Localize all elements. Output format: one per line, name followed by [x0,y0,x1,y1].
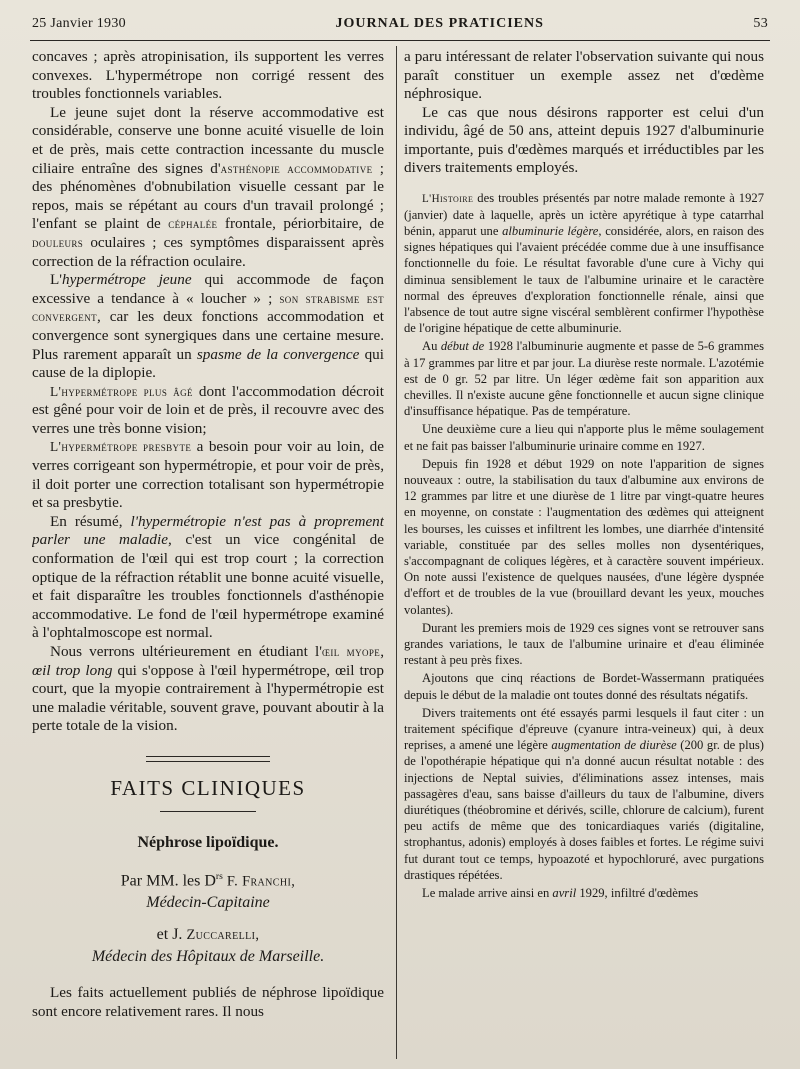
italic-term: spasme de la convergence [196,345,360,363]
text: 1929, infiltré d'œdèmes [576,886,699,901]
text: Le jeune sujet dont la réserve accommodative est considérable, conserve une bonne acuité visuelle de loin et de près, mais cette contraction incessante du muscle ciliaire entraîne des signes d' [32,103,384,177]
paragraph [404,421,764,453]
text: a besoin pour voir au loin, de verres corrigeant son hypermétropie, et pour voir de près, il doit porter une correction totalisant son hypermétropie et sa presbytie. [32,438,384,512]
byline-prefix: Par MM. les D [120,872,216,890]
double-rule [146,756,270,762]
section-title: FAITS CLINIQUES [110,775,306,800]
text: Au [422,339,441,354]
italic-term: début de [440,339,485,354]
left-column [32,48,384,1063]
header-rule [30,40,770,41]
text: , car les deux fonctions accommodation et convergence sont synergiques dans une certaine mesure. Plus rarement apparaît un [32,308,384,363]
paragraph [404,620,764,669]
text: ; des phénomènes d'obnubilation visuelle cessant par le repos, mais se répétant au cours d'un travail prolongé ; l'enfant se plaint de [32,159,384,233]
paragraph [404,670,764,702]
byline-connector: et J. [156,926,187,944]
paragraph [404,190,764,337]
small-caps-term: asthénopie accommodative [220,160,373,176]
paragraph [32,383,384,439]
byline-superscript: rs [215,870,223,882]
text: dont l'accommodation décroit est gêné pour voir de loin et de près, il recouvre avec des verres une très bonne vision; [32,382,384,437]
italic-term: œil trop long [32,661,113,679]
text: a paru intéressant de relater l'observation suivante qui nous paraît constituer un exemple assez net d'œdème néphrosique. [404,48,764,102]
text: Durant les premiers mois de 1929 ces signes vont se retrouver sans grandes variations, le taux de l'albumine urinaire et d'eau éliminée restant à peu près fixes. [404,620,764,668]
paragraph [32,271,384,383]
small-caps-term: son strabisme est convergent [32,290,384,325]
text: Le cas que nous désirons rapporter est celui d'un individu, âgé de 50 ans, atteint depuis 1927 d'albuminurie importante, puis d'œdèmes marqués et irréductibles par les divers traitements employés. [404,103,764,176]
text: Depuis fin 1928 et début 1929 on note l'apparition de signes nouveaux : outre, la stabilisation du taux d'albumine aux environs de 12 grammes par litre et une diurèse de 1 litre par vingt-quatre heures en moyenne, on constate : l'augmentation des œdèmes qui atteignent les bourses, les cuisses et infiltrent les lombes, une diarrhée d'intensité variable, constituée par des selles molles non dysentériques, s'accompagnant de coliques légères, et à caractère souvent impérieux. On note aussi l'existence de quelques nausées, d'une légère dyspnée d'effort et de troubles de la vue (brouillard devant les yeux, mouches volantes). [404,456,764,617]
paragraph [404,48,764,104]
text: , [380,643,384,660]
running-head [32,16,768,38]
paragraph [32,48,384,104]
italic-term: l'hypermétropie n'est pas à proprement parler une maladie [32,512,384,549]
paragraph [32,438,384,512]
section-block [32,756,384,968]
paragraph [32,104,384,271]
italic-term: albuminurie légère [502,223,599,238]
text: oculaires ; ces symptômes disparaissent après correction de la réfraction oculaire. [32,233,384,270]
italic-term: hypermétrope jeune [62,271,192,289]
text: , considérée, alors, en raison des signes hépatiques qui l'avaient précédée comme due à une insuffisance fonctionnelle du foie. Le résultat favorable d'une cure à Vichy qui diminua sensiblement le taux de l'albumine urinaire et le caractère normal des épreuves d'exploration fonctionnelle rénale, ainsi que l'absence de tout autre signe viscéral semblèrent confirmer l'hypothèse de l'origine hépatique de cette albuminurie. [404,223,764,336]
author-affiliation: Médecin des Hôpitaux de Marseille. [91,948,325,966]
right-column [404,48,764,1063]
article-title: Néphrose lipoïdique. [137,833,279,851]
byline [32,924,384,946]
small-caps-term: œil myope [321,644,381,659]
text: (200 gr. de plus) de l'opothérapie hépatique qui n'a donné aucun résultat notable : des injections de Neptal suivies, d'éliminations assez intenses, mais passagères d'eau, sans baisse d'ailleurs du taux de l'albumine, divers diurétiques (théobromine et dérivés, scille, chlorure de calcium), furent peu actifs de même que des tonicardiaques variés (digitaline, strophantus, adonis) employés à doses faibles et fortes. Le régime suivi fut durant tout ce temps, hypoazoté et hypochloruré, avec purgations drastiques répétées. [404,738,764,882]
paragraph [404,705,764,883]
text: , c'est un vice congénital de conformation de l'œil qui est trop court ; la correction optique de la réfraction rétablit une bonne acuité visuelle, et fait disparaître les troubles fonctionnels d'asthénopie accommodative. Le fond de l'œil hypermétrope examiné à l'ophtalmoscope est normal. [32,531,384,642]
page-number: 53 [753,16,768,31]
author-name: F. Franchi, [226,873,296,890]
small-caps-term: céphalée [168,216,218,232]
text: Ajoutons que cinq réactions de Bordet-Wassermann pratiquées depuis le début de la maladie ont toutes donné des résultats négatifs. [404,671,764,702]
paragraph [404,104,764,178]
author-name: Zuccarelli, [186,927,260,944]
author-affiliation: Médecin-Capitaine [146,894,270,912]
small-caps-term: L'Histoire [422,192,474,205]
text: En résumé, [50,512,131,530]
paragraph [32,643,384,736]
small-caps-term: L'hypermétrope presbyte [50,439,192,455]
byline [32,866,384,892]
text: frontale, périorbitaire, de [217,215,384,233]
text: Le malade arrive ainsi en [422,886,553,901]
issue-date: 25 Janvier 1930 [32,16,126,31]
text: Une deuxième cure a lieu qui n'apporte plus le même soulagement et ne fait pas baisser l'albuminurie urinaire comme en 1927. [404,422,764,453]
journal-title: JOURNAL DES PRATICIENS [335,16,544,31]
article-intro [32,984,384,1021]
text: Nous verrons ultérieurement en étudiant l' [50,643,322,660]
title-rule [160,811,256,812]
column-divider [396,46,397,1059]
text: Divers traitements ont été essayés parmi lesquels il faut citer : un traitement spécifique d'épreuve (cyanure intra-veineux) qui, à deux reprises, a amené une légère [404,705,764,753]
text: qui cause de la diplopie. [32,345,384,382]
paragraph [32,513,384,643]
italic-term: avril [552,886,577,901]
text: qui s'oppose à l'œil hypermétrope, œil trop court, que la myopie contrairement à l'hypermétropie est une maladie véritable, souvent grave, pouvant aboutir à la perte totale de la vision. [32,661,384,735]
italic-term: augmentation de diurèse [551,738,677,753]
paragraph [404,338,764,419]
text: des troubles présentés par notre malade remonte à 1927 (janvier) date à laquelle, après un ictère apyrétique à type catarrhal bénin, apparut une [404,190,764,238]
paragraph [404,456,764,618]
text: Les faits actuellement publiés de néphrose lipoïdique sont encore relativement rares. Il nous [32,984,384,1020]
text: L' [50,271,63,289]
text: 1928 l'albuminurie augmente et passe de 5-6 grammes à 17 grammes par litre et par jour. La diurèse reste normale. L'azotémie est de 0 gr. 52 par litre. Un léger œdème fait son apparition aux chevilles. Il n'existe aucune gêne fonctionnelle et aucun signe clinique d'insuffisance hépatique. Pas de température. [404,339,764,419]
small-caps-term: douleurs [32,234,84,250]
paragraph [404,885,764,901]
text: concaves ; après atropinisation, ils supportent les verres convexes. L'hypermétrope non corrigé ressent des troubles fonctionnels variables. [32,48,384,103]
text: qui accommode de façon excessive a tendance à « loucher » ; [32,271,384,307]
small-caps-term: L'hypermétrope plus âgé [50,383,193,399]
